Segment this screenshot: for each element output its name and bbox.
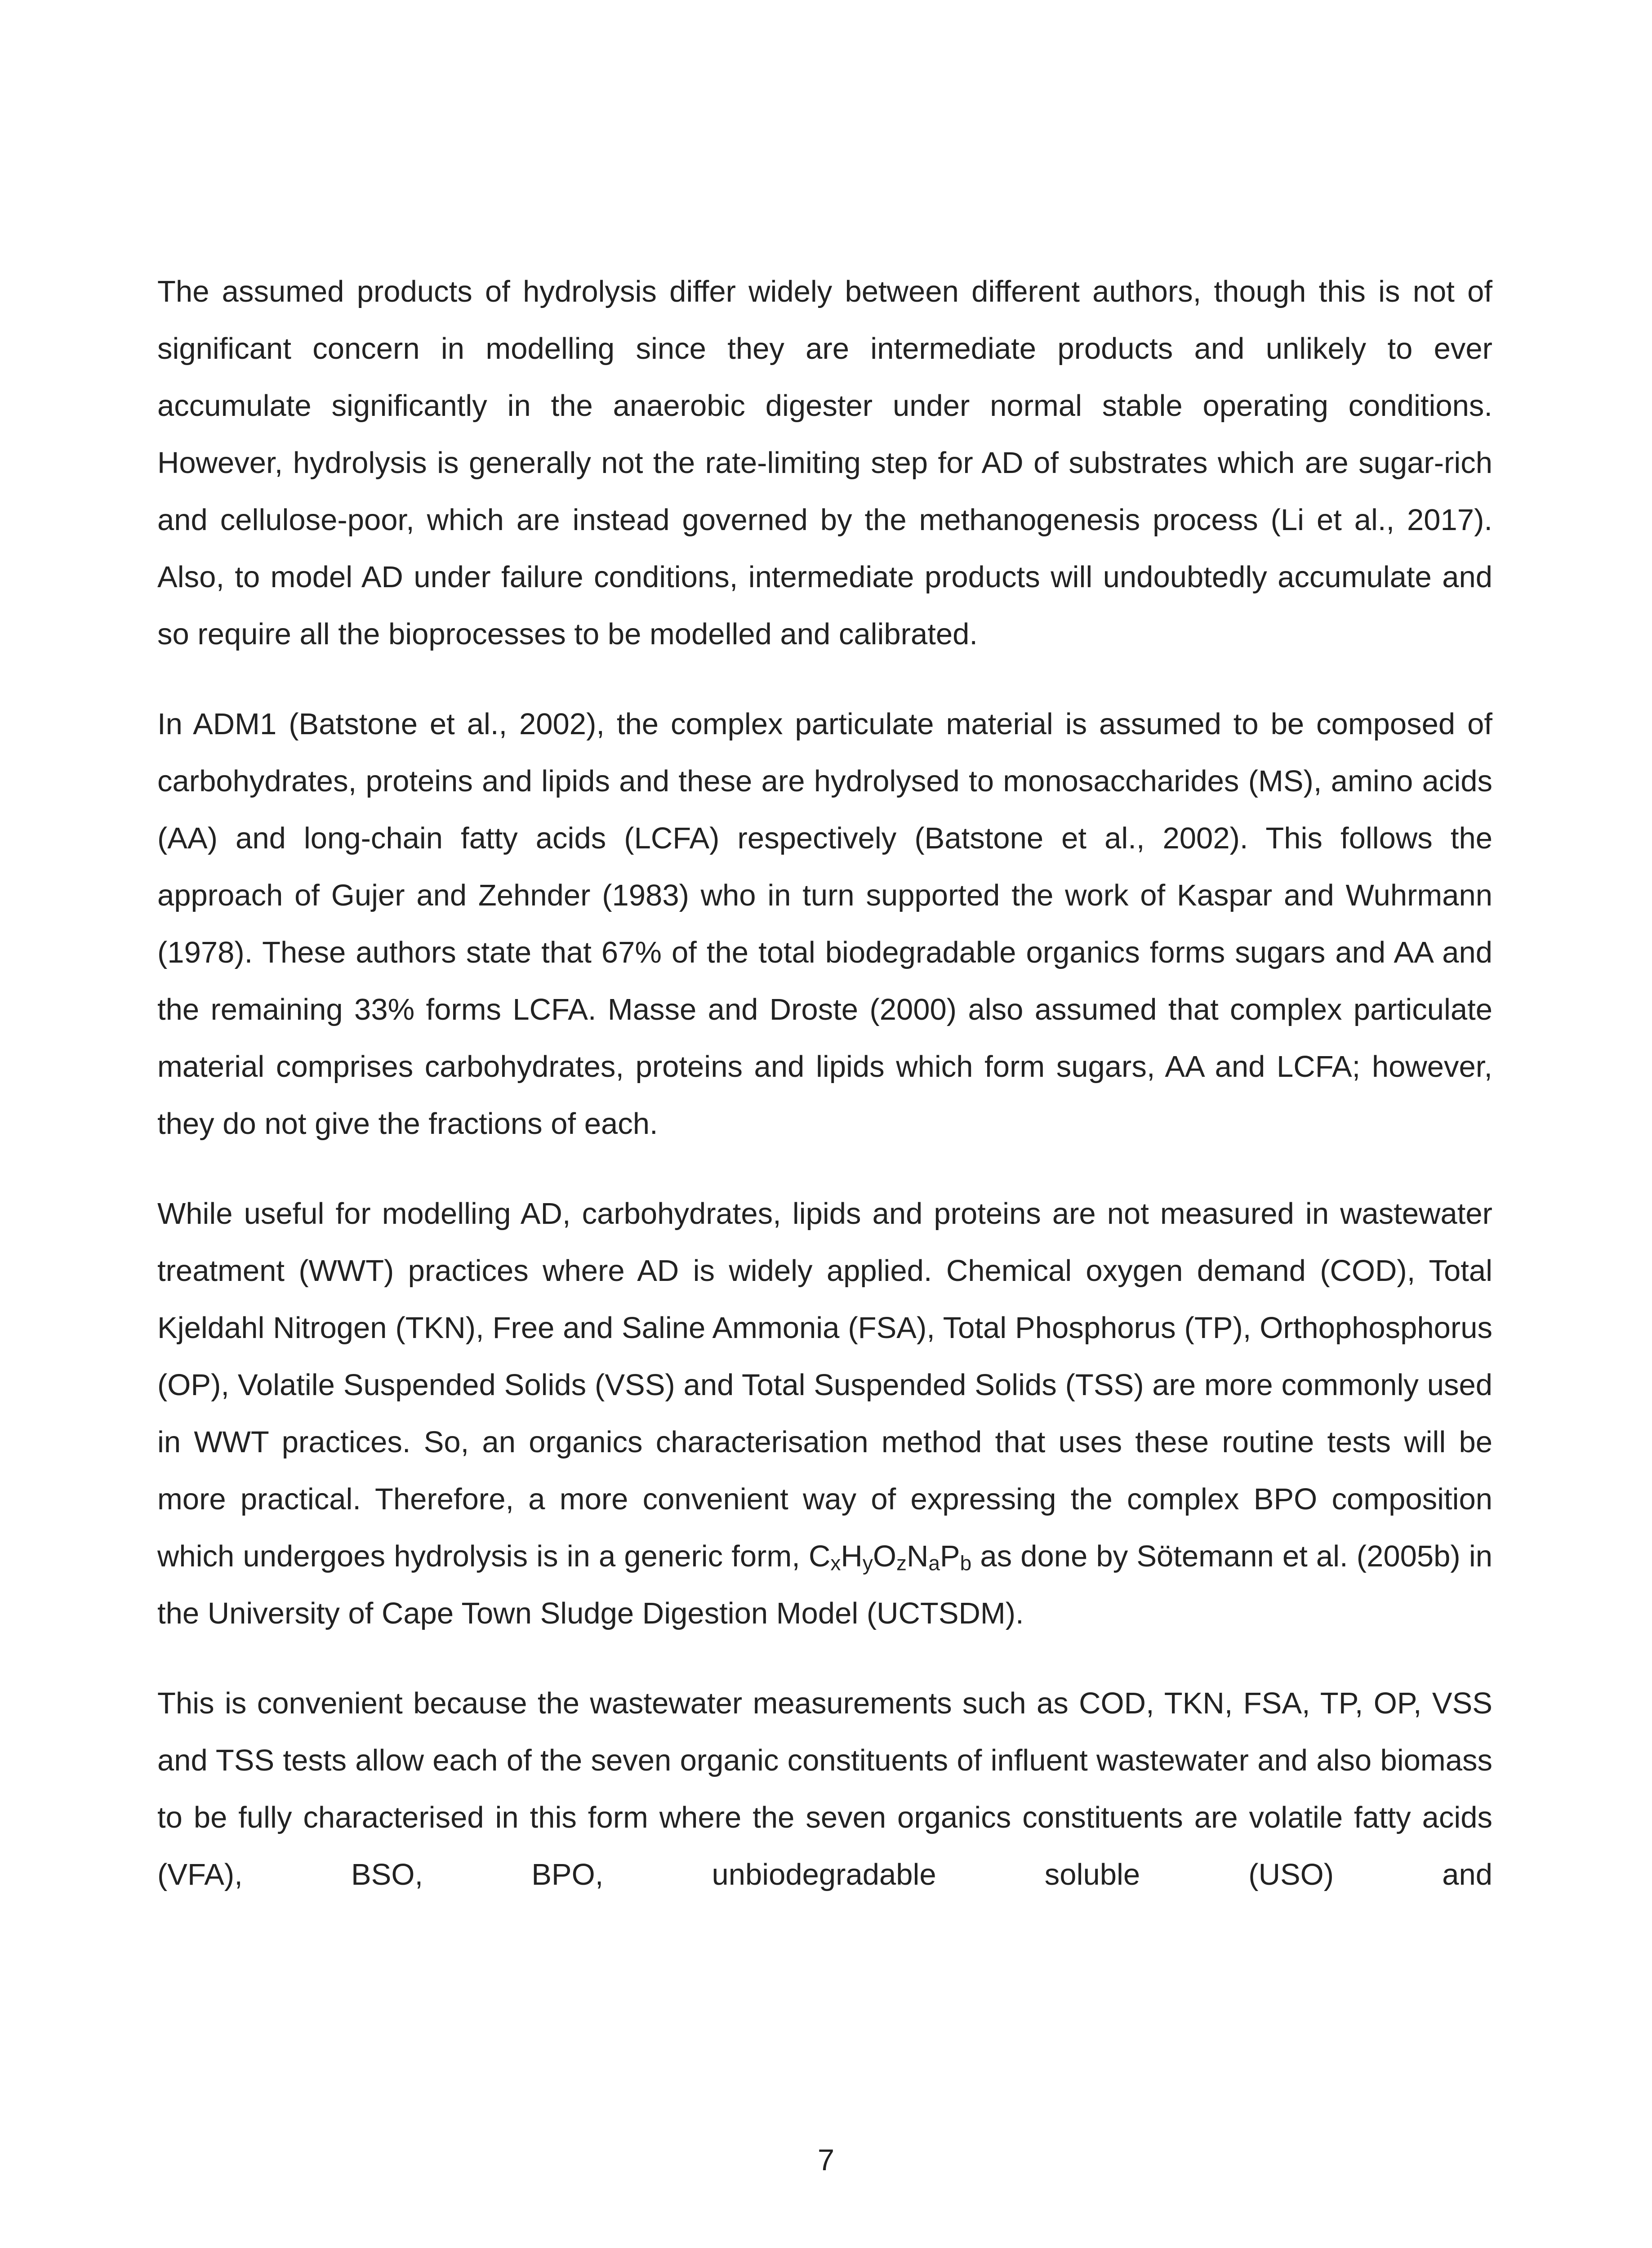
- paragraph-adm1: In ADM1 (Batstone et al., 2002), the complex particulate material is assumed to be composed of carbohydrates, proteins and lipids and these are hydrolysed to monosaccharides (MS), amino acids (AA) and long-chain fatty acids (LCFA) respectively (Batstone et al., 2002). This follows the approach of Gujer and Zehnder (1983) who in turn supported the work of Kaspar and Wuhrmann (1978). These authors state that 67% of the total biodegradable organics forms sugars and AA and the remaining 33% forms LCFA. Masse and Droste (2000) also assumed that complex particulate material comprises carbohydrates, proteins and lipids which form sugars, AA and LCFA; however, they do not give the fractions of each.: [157, 707, 1492, 1141]
- paragraph-text: as done by Sötemann et al. (2005b) in the University of Cape Town Sludge Digestion Model (UCTSDM).: [157, 1539, 1492, 1630]
- paragraph-convenient: This is convenient because the wastewater measurements such as COD, TKN, FSA, TP, OP, VSS and TSS tests allow each of the seven organic constituents of influent wastewater and also biomass to be fully characterised in this form where the seven organics constituents are volatile fatty acids (VFA), BSO, BPO, unbiodegradable soluble (USO) and: [157, 1686, 1492, 1891]
- generic-formula: $C_xH_yO_zN_aP_b$: [809, 1539, 972, 1575]
- document-body: [157, 263, 1492, 1936]
- paragraph-hydrolysis-products: The assumed products of hydrolysis differ widely between different authors, though this is not of significant concern in modelling since they are intermediate products and unlikely to ever accumulate significantly in the anaerobic digester under normal stable operating conditions. However, hydrolysis is generally not the rate-limiting step for AD of substrates which are sugar-rich and cellulose-poor, which are instead governed by the methanogenesis process (Li et al., 2017). Also, to model AD under failure conditions, intermediate products will undoubtedly accumulate and so require all the bioprocesses to be modelled and calibrated.: [157, 275, 1492, 651]
- paragraph-wwt-measurements: [157, 1185, 1492, 1642]
- paragraph-text: While useful for modelling AD, carbohydrates, lipids and proteins are not measured in wastewater treatment (WWT) practices where AD is widely applied. Chemical oxygen demand (COD), Total Kjeldahl Nitrogen (TKN), Free and Saline Ammonia (FSA), Total Phosphorus (TP), Orthophosphorus (OP), Volatile Suspended Solids (VSS) and Total Suspended Solids (TSS) are more commonly used in WWT practices. So, an organics characterisation method that uses these routine tests will be more practical. Therefore, a more convenient way of expressing the complex BPO composition which undergoes hydrolysis is in a generic form,: [157, 1197, 1492, 1573]
- page-number: 7: [817, 2143, 835, 2177]
